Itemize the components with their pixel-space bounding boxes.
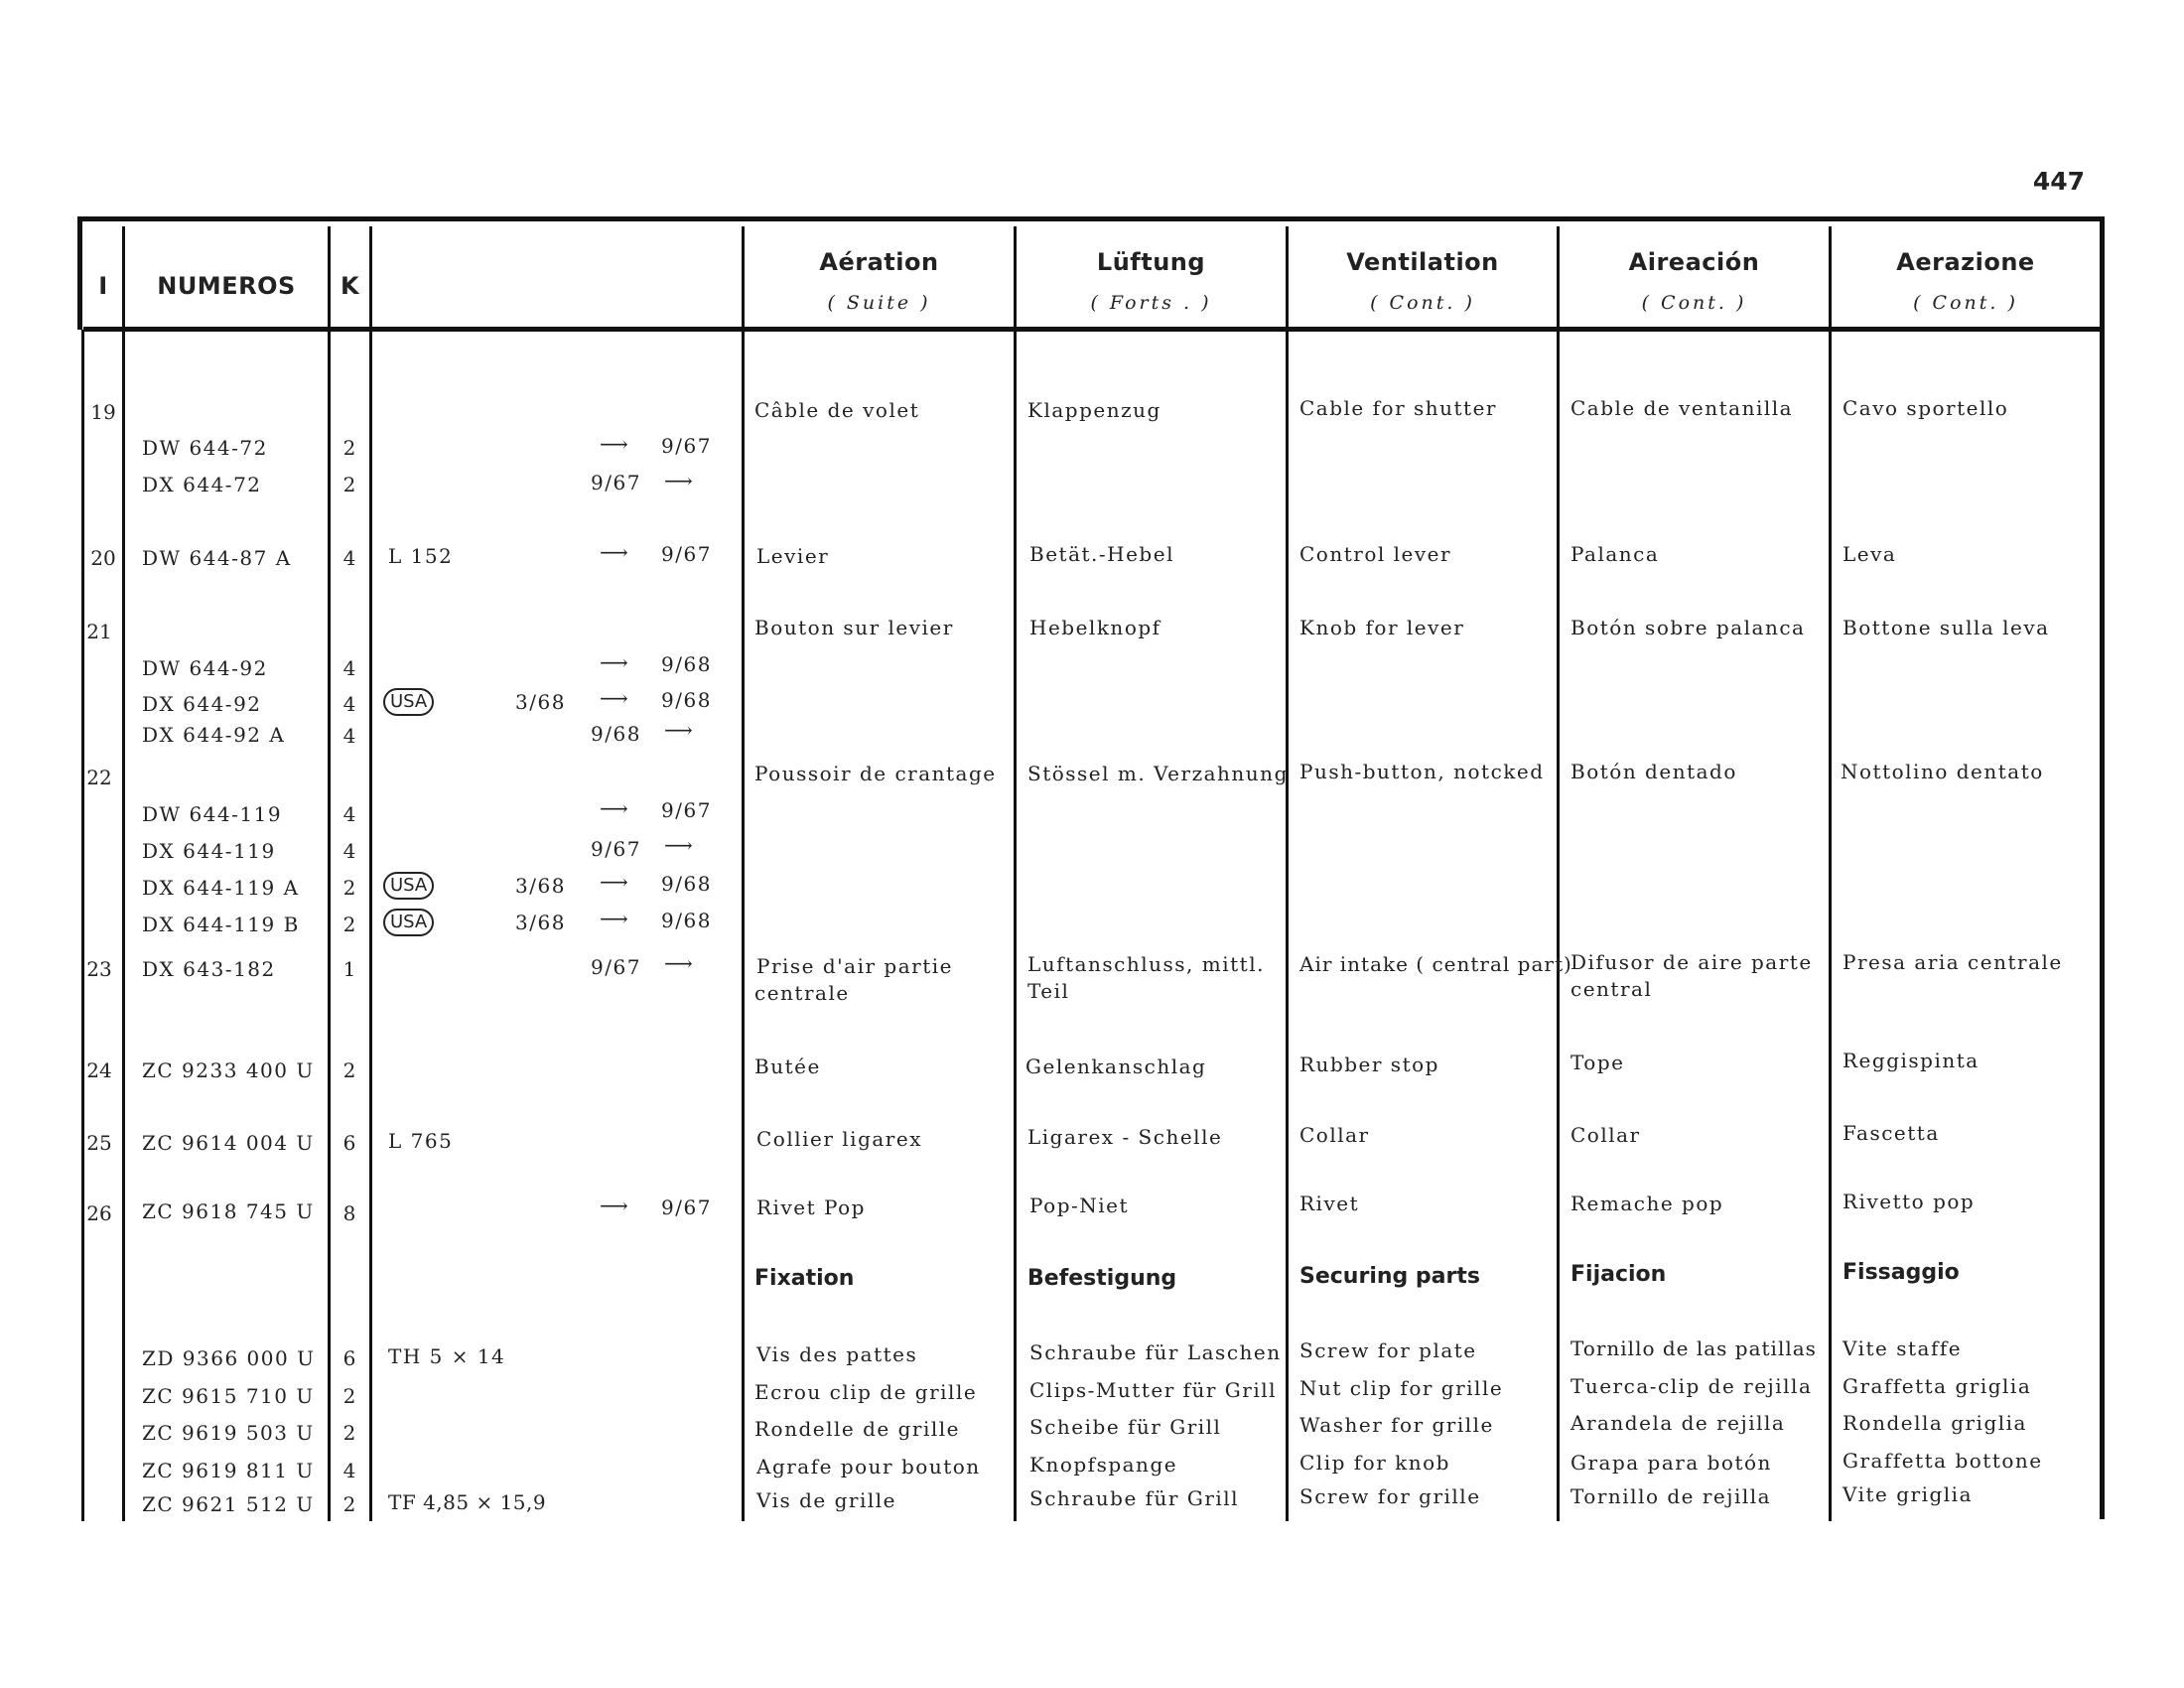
desc-de: Pop-Niet xyxy=(1029,1194,1130,1217)
item-index: 20 xyxy=(90,546,116,570)
desc-en: Knob for lever xyxy=(1299,616,1465,639)
date-start: 3/68 xyxy=(515,911,566,934)
date-to: 9/68 xyxy=(661,909,712,932)
desc-de: Knopfspange xyxy=(1029,1453,1178,1477)
item-index: 21 xyxy=(86,620,112,643)
item-index: 22 xyxy=(86,766,112,789)
part-number: DW 644-72 xyxy=(142,436,268,460)
usa-marker: USA xyxy=(383,909,434,936)
date-to: 9/67 xyxy=(661,434,712,458)
page-number: 447 xyxy=(2032,167,2085,196)
date-from: 9/67 xyxy=(591,955,641,979)
desc-de-line2: Teil xyxy=(1027,979,1070,1003)
header-it-sub: ( Cont. ) xyxy=(1913,292,2018,314)
top-border xyxy=(77,216,2105,221)
date-to: 9/67 xyxy=(661,798,712,822)
col-line-2 xyxy=(328,226,331,1521)
desc-en: Screw for plate xyxy=(1299,1338,1477,1362)
header-it: Aerazione xyxy=(1896,248,2035,276)
desc-de: Stössel m. Verzahnung xyxy=(1027,762,1289,785)
part-number: ZC 9619 811 U xyxy=(142,1459,315,1482)
arrow: ⟶ xyxy=(664,951,695,975)
reference: TH 5 × 14 xyxy=(388,1344,506,1368)
left-border xyxy=(77,216,82,330)
desc-de: Ligarex - Schelle xyxy=(1027,1125,1223,1149)
desc-it: Graffetta bottone xyxy=(1843,1449,2043,1473)
quantity: 2 xyxy=(342,1421,356,1445)
date-from: 9/68 xyxy=(591,722,641,746)
part-number: DX 644-92 A xyxy=(142,723,286,747)
arrow: ⟶ xyxy=(600,907,630,930)
arrow: ⟶ xyxy=(664,833,695,857)
item-index: 25 xyxy=(86,1131,112,1155)
desc-fr: Agrafe pour bouton xyxy=(756,1455,981,1478)
date-to: 9/67 xyxy=(661,1196,712,1219)
part-number: DX 644-119 A xyxy=(142,876,300,900)
col-line-6 xyxy=(1286,226,1289,1521)
quantity: 2 xyxy=(342,473,356,496)
quantity: 4 xyxy=(342,802,356,826)
desc-fr-line2: centrale xyxy=(754,981,850,1005)
part-number: ZC 9621 512 U xyxy=(142,1492,315,1516)
col-line-3 xyxy=(369,226,372,1521)
arrow: ⟶ xyxy=(600,432,630,456)
date-from: 9/67 xyxy=(591,837,641,861)
arrow: ⟶ xyxy=(664,718,695,742)
section-title-fr: Fixation xyxy=(754,1266,855,1291)
part-number: DX 644-119 B xyxy=(142,913,300,936)
desc-it: Graffetta griglia xyxy=(1843,1374,2032,1398)
desc-de: Gelenkanschlag xyxy=(1025,1055,1207,1078)
desc-en: Nut clip for grille xyxy=(1299,1376,1504,1400)
part-number: ZD 9366 000 U xyxy=(142,1346,316,1370)
desc-fr: Collier ligarex xyxy=(756,1127,922,1151)
desc-it: Reggispinta xyxy=(1843,1049,1979,1072)
header-de-sub: ( Forts . ) xyxy=(1090,292,1212,314)
part-number: ZC 9233 400 U xyxy=(142,1058,315,1082)
date-to: 9/68 xyxy=(661,872,712,896)
quantity: 6 xyxy=(342,1131,356,1155)
part-number: ZC 9614 004 U xyxy=(142,1131,315,1155)
desc-de: Schraube für Grill xyxy=(1029,1486,1240,1510)
item-index: 19 xyxy=(90,400,116,424)
col-line-7 xyxy=(1557,226,1560,1521)
part-number: ZC 9618 745 U xyxy=(142,1199,315,1223)
quantity: 8 xyxy=(342,1201,356,1225)
desc-de: Klappenzug xyxy=(1027,398,1161,422)
part-number: DW 644-87 A xyxy=(142,546,292,570)
usa-marker: USA xyxy=(383,688,434,716)
section-title-de: Befestigung xyxy=(1027,1266,1177,1291)
desc-es: Botón sobre palanca xyxy=(1570,616,1806,639)
quantity: 4 xyxy=(342,692,356,716)
desc-it: Rivetto pop xyxy=(1843,1190,1976,1213)
desc-de: Scheibe für Grill xyxy=(1029,1415,1222,1439)
usa-marker: USA xyxy=(383,872,434,900)
desc-es: Tornillo de rejilla xyxy=(1570,1484,1772,1508)
desc-de: Clips-Mutter für Grill xyxy=(1029,1378,1278,1402)
desc-en: Collar xyxy=(1299,1123,1370,1147)
header-index: I xyxy=(98,272,108,300)
item-index: 24 xyxy=(86,1058,112,1082)
desc-es: Cable de ventanilla xyxy=(1570,396,1794,420)
arrow: ⟶ xyxy=(600,870,630,894)
desc-en: Air intake ( central part) xyxy=(1299,952,1572,976)
section-title-es: Fijacion xyxy=(1570,1262,1667,1287)
header-divider xyxy=(83,327,2105,332)
desc-es: Tope xyxy=(1570,1051,1625,1074)
right-border xyxy=(2100,216,2105,1519)
date-from: 9/67 xyxy=(591,471,641,494)
desc-es: Palanca xyxy=(1570,542,1660,566)
quantity: 4 xyxy=(342,724,356,748)
header-en: Ventilation xyxy=(1346,248,1499,276)
quantity: 2 xyxy=(342,913,356,936)
desc-fr: Poussoir de crantage xyxy=(754,762,997,785)
header-fr-sub: ( Suite ) xyxy=(827,292,931,314)
item-index: 23 xyxy=(86,957,112,981)
part-number: ZC 9615 710 U xyxy=(142,1384,315,1408)
desc-de: Hebelknopf xyxy=(1029,616,1161,639)
arrow: ⟶ xyxy=(600,540,630,564)
desc-es: Difusor de aire parte xyxy=(1570,950,1813,974)
desc-es: Collar xyxy=(1570,1123,1641,1147)
desc-fr: Levier xyxy=(756,544,830,568)
desc-es: Grapa para botón xyxy=(1570,1451,1772,1475)
part-number: DX 644-92 xyxy=(142,692,262,716)
section-title-it: Fissaggio xyxy=(1843,1260,1960,1285)
quantity: 2 xyxy=(342,436,356,460)
arrow: ⟶ xyxy=(600,650,630,674)
quantity: 2 xyxy=(342,1492,356,1516)
date-to: 9/67 xyxy=(661,542,712,566)
desc-es-line2: central xyxy=(1570,977,1653,1001)
desc-fr: Prise d'air partie xyxy=(756,954,953,978)
desc-it: Presa aria centrale xyxy=(1843,950,2063,974)
part-number: DX 644-72 xyxy=(142,473,262,496)
date-to: 9/68 xyxy=(661,688,712,712)
desc-it: Fascetta xyxy=(1843,1121,1940,1145)
desc-fr: Butée xyxy=(754,1055,821,1078)
item-index: 26 xyxy=(86,1201,112,1225)
section-title-en: Securing parts xyxy=(1299,1264,1480,1289)
part-number: DX 644-119 xyxy=(142,839,276,863)
header-k: K xyxy=(340,272,360,300)
quantity: 4 xyxy=(342,546,356,570)
left-border-body xyxy=(81,330,84,1521)
desc-de: Betät.-Hebel xyxy=(1029,542,1174,566)
quantity: 4 xyxy=(342,656,356,680)
header-de: Lüftung xyxy=(1096,248,1206,276)
quantity: 2 xyxy=(342,1384,356,1408)
desc-it: Vite staffe xyxy=(1843,1336,1963,1360)
desc-en: Clip for knob xyxy=(1299,1451,1450,1475)
desc-fr: Câble de volet xyxy=(754,398,920,422)
date-start: 3/68 xyxy=(515,874,566,898)
desc-en: Push-button, notcked xyxy=(1299,760,1545,783)
arrow: ⟶ xyxy=(600,1194,630,1217)
desc-it: Vite griglia xyxy=(1843,1482,1973,1506)
desc-en: Control lever xyxy=(1299,542,1452,566)
arrow: ⟶ xyxy=(600,686,630,710)
part-number: DW 644-119 xyxy=(142,802,283,826)
col-line-5 xyxy=(1014,226,1017,1521)
desc-it: Leva xyxy=(1843,542,1897,566)
desc-it: Rondella griglia xyxy=(1843,1411,2027,1435)
header-en-sub: ( Cont. ) xyxy=(1370,292,1475,314)
desc-it: Nottolino dentato xyxy=(1841,760,2044,783)
part-number: ZC 9619 503 U xyxy=(142,1421,315,1445)
desc-en: Rivet xyxy=(1299,1192,1360,1215)
quantity: 2 xyxy=(342,1058,356,1082)
arrow: ⟶ xyxy=(664,469,695,492)
quantity: 4 xyxy=(342,839,356,863)
desc-fr: Bouton sur levier xyxy=(754,616,954,639)
desc-es: Botón dentado xyxy=(1570,760,1737,783)
desc-en: Screw for grille xyxy=(1299,1484,1481,1508)
col-line-4 xyxy=(742,226,745,1521)
desc-fr: Vis des pattes xyxy=(756,1342,918,1366)
quantity: 6 xyxy=(342,1346,356,1370)
desc-it: Cavo sportello xyxy=(1843,396,2009,420)
desc-es: Arandela de rejilla xyxy=(1570,1411,1786,1435)
header-numeros: NUMEROS xyxy=(157,272,296,300)
desc-en: Rubber stop xyxy=(1299,1053,1439,1076)
desc-de: Schraube für Laschen xyxy=(1029,1340,1282,1364)
desc-de: Luftanschluss, mittl. xyxy=(1027,952,1265,976)
col-line-8 xyxy=(1829,226,1832,1521)
quantity: 2 xyxy=(342,876,356,900)
desc-fr: Vis de grille xyxy=(756,1488,896,1512)
reference: L 765 xyxy=(388,1129,454,1153)
desc-es: Remache pop xyxy=(1570,1192,1724,1215)
desc-en: Cable for shutter xyxy=(1299,396,1497,420)
date-start: 3/68 xyxy=(515,690,566,714)
date-to: 9/68 xyxy=(661,652,712,676)
reference: L 152 xyxy=(388,544,454,568)
quantity: 4 xyxy=(342,1459,356,1482)
reference: TF 4,85 × 15,9 xyxy=(388,1490,547,1514)
desc-it: Bottone sulla leva xyxy=(1843,616,2050,639)
header-es: Aireación xyxy=(1628,248,1760,276)
desc-fr: Rondelle de grille xyxy=(754,1417,960,1441)
part-number: DX 643-182 xyxy=(142,957,276,981)
desc-en: Washer for grille xyxy=(1299,1413,1494,1437)
header-fr: Aération xyxy=(819,248,939,276)
arrow: ⟶ xyxy=(600,796,630,820)
desc-fr: Ecrou clip de grille xyxy=(754,1380,978,1404)
quantity: 1 xyxy=(342,957,356,981)
part-number: DW 644-92 xyxy=(142,656,268,680)
header-es-sub: ( Cont. ) xyxy=(1641,292,1747,314)
desc-fr: Rivet Pop xyxy=(756,1196,866,1219)
desc-es: Tornillo de las patillas xyxy=(1570,1336,1817,1360)
desc-es: Tuerca-clip de rejilla xyxy=(1570,1374,1813,1398)
